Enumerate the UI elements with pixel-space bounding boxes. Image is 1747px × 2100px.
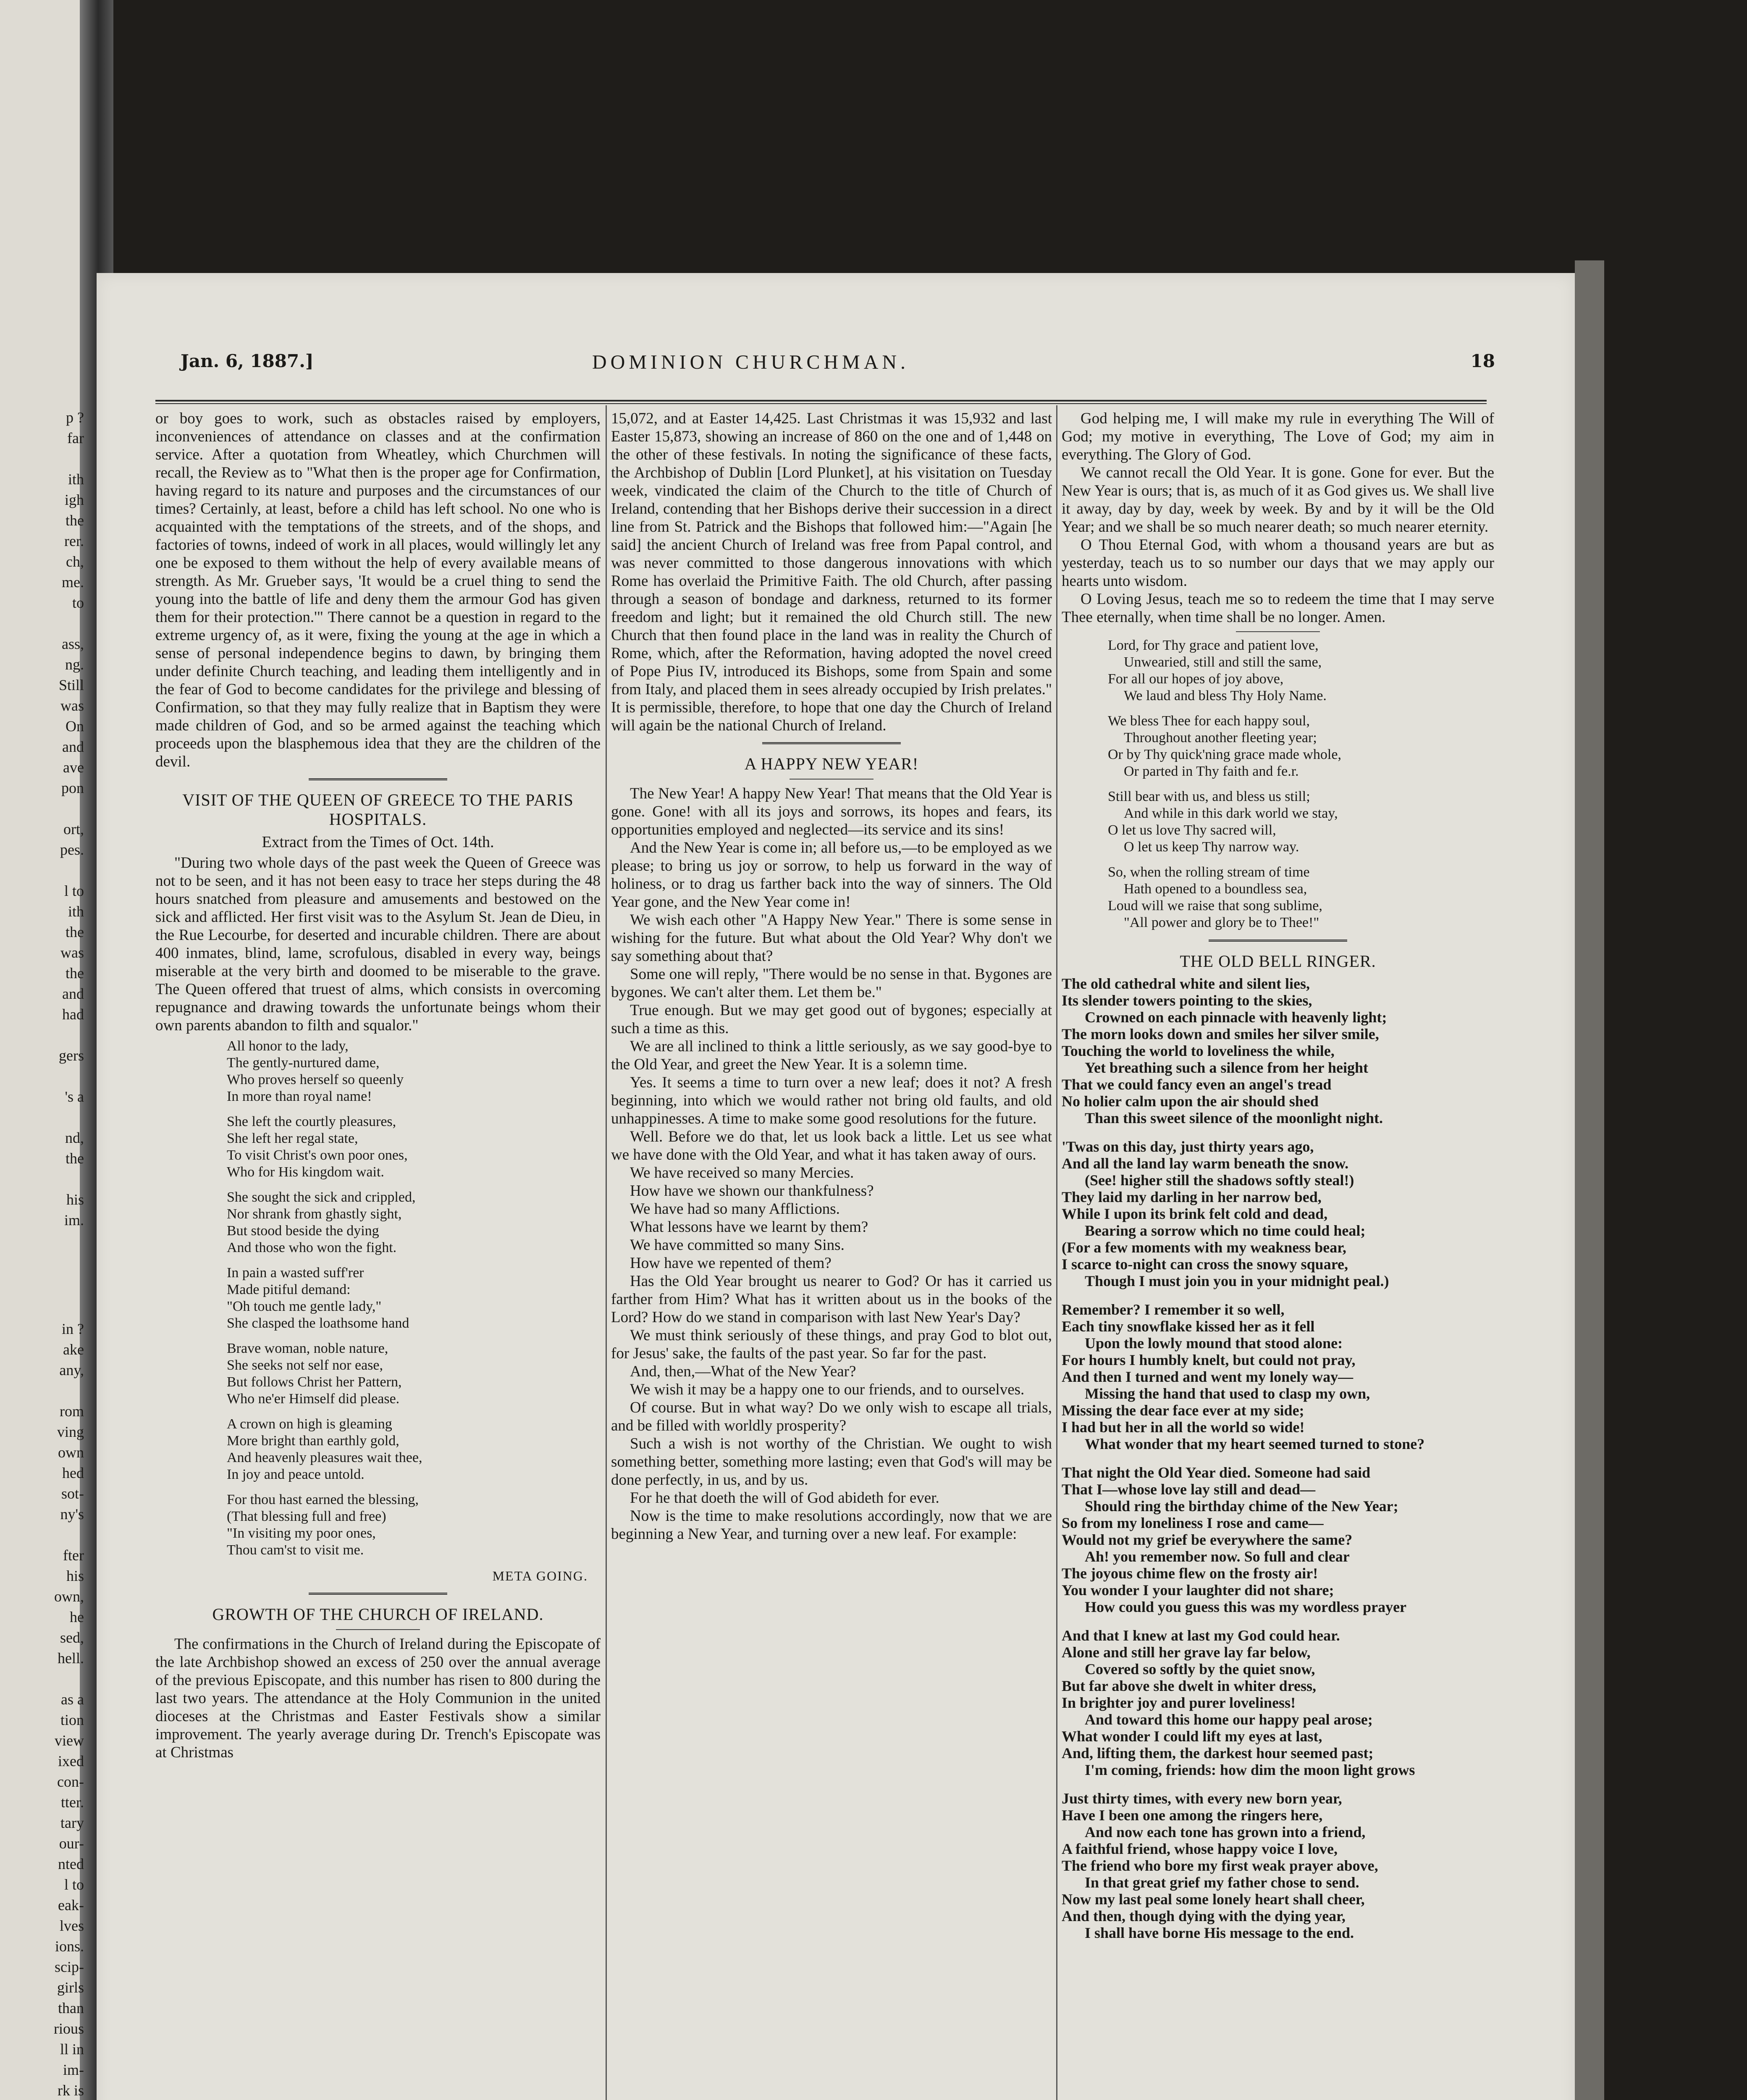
article-paragraph: And, then,—What of the New Year? [630,1363,856,1380]
fragment-line: was [60,697,84,714]
fragment-line: lves [60,1917,84,1934]
fragment-line [0,1381,84,1401]
stanza [227,1189,601,1256]
fragment-line: sot- [61,1485,84,1502]
article-heading-queen-of-greece: VISIT OF THE QUEEN OF GREECE TO THE PARIS HOSPITALS. [182,790,574,829]
article-paragraph: We wish it may be a happy one to our friends, and to ourselves. [630,1381,1025,1398]
section-rule-small [336,1629,420,1630]
article-paragraph: God helping me, I will make my rule in everything The Will of God; my motive in everything, The Love of God; my aim in everything. The Glory of God. [1062,410,1494,463]
fragment-line: than [58,2000,84,2016]
verse-line: For all our hopes of joy above, [1108,671,1284,687]
fragment-line: his [66,1567,84,1584]
stanza [227,1491,601,1559]
list-item: We have committed so many Sins. [630,1236,845,1254]
section-rule-small [790,779,874,780]
fragment-line [0,1669,84,1689]
fragment-line: he [70,1609,84,1625]
section-rule [762,742,901,747]
fragment-line: ll in [60,2041,84,2058]
verse-line: Still bear with us, and bless us still; [1108,789,1310,804]
article-paragraph: "During two whole days of the past week the Queen of Greece was not to be seen, and it has not been easy to trace her steps during the 48 hours snatched from pleasure and amusements and bestowed on the sick and afflicted. Her first visit was to the Asylum St. Jean de Dieu, in the Rue Lecourbe, for deserted and incurable children. There are about 400 inmates, blind, lame, scrofulous, disabled in every way, beings miserable at the very birth and doomed to be miserable to the grave. The Queen offered that truest of alms, which consists in overcoming repugnance and drawing towards the unfortunate beings whom their own parents abandon to filth and squalor." [155,854,601,1034]
verse-line: We laud and bless Thy Holy Name. [1124,688,1327,704]
fragment-line: our- [59,1835,84,1852]
verse-line: Its slender towers pointing to the skies, [1062,992,1312,1009]
fragment-line: far [67,430,84,446]
fragment-line: On [66,718,84,735]
verse-line: That night the Old Year died. Someone had said [1062,1464,1371,1481]
column-divider [606,405,607,2100]
fragment-line: eak- [58,1897,84,1914]
verse-line: And, lifting them, the darkest hour seemed past; [1062,1745,1374,1761]
verse-line: O let us love Thy sacred will, [1108,822,1276,838]
fragment-line: ving [57,1423,84,1440]
fragment-line: 's a [65,1088,84,1105]
verse-line: I had but her in all the world so wide! [1062,1419,1305,1436]
fragment-line: and [62,985,84,1002]
verse-line: (That blessing full and free) [227,1509,386,1524]
article-subheading: Extract from the Times of Oct. 14th. [262,833,494,851]
stanza [227,1038,601,1105]
masthead-title: DOMINION CHURCHMAN. [592,351,910,373]
verse-line: The old cathedral white and silent lies, [1062,975,1310,992]
verse-line: Upon the lowly mound that stood alone: [1085,1335,1343,1352]
verse-line: (See! higher still the shadows softly steal!) [1085,1172,1354,1189]
verse-line: And all the land lay warm beneath the snow. [1062,1155,1349,1172]
verse-line: Covered so softly by the quiet snow, [1085,1661,1315,1677]
verse-line: She clasped the loathsome hand [227,1315,409,1331]
stanza [227,1340,601,1407]
verse-line: "All power and glory be to Thee!" [1124,915,1319,930]
verse-line: Unwearied, still and still the same, [1124,654,1322,670]
article-paragraph: O Thou Eternal God, with whom a thousand years are but as yesterday, teach us to so number our days that we may apply our hearts unto wisdom. [1062,536,1494,590]
verse-line: More bright than earthly gold, [227,1433,399,1449]
verse-line: But far above she dwelt in whiter dress, [1062,1677,1317,1694]
fragment-line: scip- [55,1958,84,1975]
verse-line: All honor to the lady, [227,1038,349,1054]
verse-line: Hath opened to a boundless sea, [1124,881,1307,897]
reflection-list [630,1164,1052,1272]
fragment-line: pes. [60,841,84,858]
verse-line: In pain a wasted suff'rer [227,1265,364,1281]
article-paragraph: Has the Old Year brought us nearer to God? Or has it carried us farther from Him? What has it written about us in the books of the Lord? How do we stand in comparison with last New Year's Day? [611,1273,1052,1326]
fragment-line: view [55,1732,84,1749]
verse-line: Have I been one among the ringers here, [1062,1807,1323,1824]
page-right-edge [1575,260,1604,2100]
article-paragraph: Well. Before we do that, let us look back a little. Let us see what we have done with the Old Year, and what it has taken away of ours. [611,1128,1052,1163]
fragment-line [0,1107,84,1128]
verse-line: What wonder I could lift my eyes at last, [1062,1728,1322,1745]
fragment-line: nted [58,1856,84,1872]
verse-line: What wonder that my heart seemed turned to stone? [1085,1436,1425,1452]
fragment-line: rious [54,2020,84,2037]
section-rule [309,778,447,783]
verse-line: Throughout another fleeting year; [1124,730,1317,746]
fragment-line: to [72,594,84,611]
list-item: We have received so many Mercies. [630,1164,854,1181]
verse-line: In that great grief my father chose to send. [1085,1874,1359,1891]
verse-line: In more than royal name! [227,1089,372,1104]
article-paragraph: The confirmations in the Church of Ireland during the Episcopate of the late Archbishop showed an excess of 250 over the annual average of the previous Episcopate, and this number has risen to 800 during the last two years. The attendance at the Holy Communion in the united dioceses at the Christmas and Easter Festivals show a similar improvement. The yearly average during Dr. Trench's Episcopate was at Christmas [155,1635,601,1761]
verse-line: Touching the world to loveliness the while, [1062,1042,1335,1059]
fragment-line [0,798,84,819]
fragment-line: ith [68,903,84,920]
verse-line: The friend who bore my first weak prayer above, [1062,1857,1378,1874]
fragment-line: im. [64,1212,84,1228]
verse-line: Each tiny snowflake kissed her as it fell [1062,1318,1315,1335]
list-item: How have we repented of them? [630,1255,832,1272]
fragment-line: hed [62,1465,84,1481]
fragment-line [0,1525,84,1545]
list-item: How have we shown our thankfulness? [630,1182,874,1200]
article-heading-old-bell-ringer: THE OLD BELL RINGER. [1180,952,1376,971]
fragment-line: sed, [60,1629,84,1646]
fragment-line [0,613,84,634]
fragment-line: as a [61,1691,84,1708]
article-paragraph: For he that doeth the will of God abideth for ever. [630,1489,939,1507]
verse-line: They laid my darling in her narrow bed, [1062,1189,1322,1205]
verse-line: Brave woman, noble nature, [227,1341,388,1356]
issue-date: Jan. 6, 1887.] [181,351,314,371]
verse-line: To visit Christ's own poor ones, [227,1147,408,1163]
verse-line: Ah! you remember now. So full and clear [1085,1548,1350,1565]
poem-all-honor [227,1038,601,1559]
verse-line: I scarce to-night can cross the snowy square, [1062,1256,1348,1273]
verse-line: A faithful friend, whose happy voice I love, [1062,1840,1338,1857]
fragment-line: me. [62,574,84,591]
article-paragraph: O Loving Jesus, teach me so to redeem the time that I may serve Thee eternally, when time shall be no longer. Amen. [1062,591,1494,626]
article-paragraph: We are all inclined to think a little seriously, as we say good-bye to the Old Year, and greet the New Year. It is a solemn time. [611,1038,1052,1073]
verse-line: No holier calm upon the air should shed [1062,1093,1319,1110]
stanza [1062,1464,1494,1615]
fragment-line: l to [64,1876,84,1893]
verse-line: That I—whose love lay still and dead— [1062,1481,1316,1498]
verse-line: In brighter joy and purer loveliness! [1062,1694,1296,1711]
fragment-line: tary [60,1814,84,1831]
fragment-line: and [62,738,84,755]
fragment-line [0,1169,84,1189]
verse-line: I'm coming, friends: how dim the moon light grows [1085,1761,1415,1778]
fragment-line: tter. [61,1794,84,1811]
fragment-line: hell. [58,1650,84,1667]
list-item: We have had so many Afflictions. [630,1200,840,1218]
fragment-line: igh [64,491,84,508]
verse-line: In joy and peace untold. [227,1467,365,1482]
verse-line: And toward this home our happy peal arose; [1085,1711,1373,1728]
article-paragraph: The New Year! A happy New Year! That means that the Old Year is gone. Gone! with all its joys and sorrows, its hopes and fears, its opportunities employed and neglected—its service and its sins! [611,785,1052,838]
verse-line: And heavenly pleasures wait thee, [227,1450,422,1465]
fragment-line: own [58,1444,84,1461]
fragment-line: gers [59,1047,84,1064]
new-year-paragraphs [611,785,1052,1164]
verse-line: She seeks not self nor ease, [227,1357,383,1373]
fragment-line: pon [61,780,84,796]
hymn-lord-for-thy-grace [1108,637,1494,931]
fragment-line: ass, [62,635,84,652]
stanza [1108,713,1494,780]
stanza [1062,1790,1494,1941]
verse-line: Alone and still her grave lay far below, [1062,1644,1311,1661]
fragment-line: ave [63,759,84,776]
list-item: What lessons have we learnt by them? [630,1218,868,1236]
page-number: 18 [1470,351,1495,371]
article-paragraph: We wish each other "A Happy New Year." There is some sense in wishing for the future. But what about the Old Year? Why don't we say something about that? [611,911,1052,965]
verse-line: Now my last peal some lonely heart shall cheer, [1062,1891,1365,1908]
fragment-line: p ? [66,409,84,426]
stanza [227,1416,601,1483]
fragment-line: con- [57,1773,84,1790]
header-rule [155,400,1487,402]
section-rule [309,1593,447,1597]
fragment-line: ake [63,1341,84,1358]
verse-line: Should ring the birthday chime of the New Year; [1085,1498,1398,1515]
article-paragraph: Yes. It seems a time to turn over a new leaf; does it not? A fresh beginning, into which we would rather not bring old faults, and old unhappinesses. A time to make some good resolutions for the future. [611,1074,1052,1127]
verse-line: Than this sweet silence of the moonlight night. [1085,1110,1383,1126]
verse-line: She left the courtly pleasures, [227,1114,396,1129]
article-continuation: or boy goes to work, such as obstacles raised by employers, inconveniences of attendance on classes and at the confirmation service. After a quotation from Wheatley, which Churchmen will recall, the Review as to "What then is the proper age for Confirmation, having regard to its nature and purposes and the circumstances of our times? Certainly, at least, before a child has left school. No one who is acquainted with the temptations of the streets, and of the shops, and factories of towns, indeed of work in all places, would willingly let any one be exposed to them without the help of every available means of strength. As Mr. Grueber says, 'It would be a cruel thing to send the young into the battle of life and deny them the armour God has given them for their protection.'" There cannot be a question in regard to the extreme urgency of, as it were, fixing the young at the age in which a sense of personal independence begins to dawn, by bringing them under definite Church teaching, and leading them intelligently and in the fear of God to become candidates for the privilege and blessing of Confirmation, so that they may fully realize that in Baptism they were made children of God, and so be armed against the teaching which proceeds upon the blasphemous idea that they are the children of the devil. [155,410,601,770]
fragment-line [0,1025,84,1045]
article-continuation: 15,072, and at Easter 14,425. Last Christmas it was 15,932 and last Easter 15,873, showing an increase of 860 on the one and of 1,448 on the other of these festivals. In noting the significance of these facts, the Archbishop of Dublin [Lord Plunket], at his visitation on Tuesday week, vindicated the claim of the Church to the title of Church of Ireland, contending that her Bishops derive their succession in a direct line from St. Patrick and the Bishops that followed him:—"Again [he said] the ancient Church of Ireland was free from Papal control, and was never committed to those dangerous innovations with which Rome has overlaid the Primitive Faith. The old Church, after passing through a season of bondage and darkness, returned to its former freedom and light; but it remained the old Church still. The new Church that then found place in the land was in reality the Church of Rome, which, after the Reformation, having adopted the novel creed of Pope Pius IV, introduced its Bishops, some from Spain and some from Italy, and placed them in sees already occupied by Irish prelates." It is permissible, therefore, to hope that one day the Church of Ireland will again be the national Church of Ireland. [611,410,1052,734]
article-paragraph: Of course. But in what way? Do we only wish to escape all trials, and be filled with worldly prosperity? [611,1399,1052,1434]
fragment-line: had [62,1006,84,1023]
verse-line: For hours I humbly knelt, but could not pray, [1062,1352,1356,1368]
fragment-line: ions. [55,1938,84,1955]
verse-line: Nor shrank from ghastly sight, [227,1206,402,1222]
verse-line: Would not my grief be everywhere the same? [1062,1531,1353,1548]
verse-line: Loud will we raise that song sublime, [1108,898,1322,914]
verse-line: Made pitiful demand: [227,1282,351,1297]
fragment-line: girls [57,1979,84,1996]
fragment-line: fter [63,1547,84,1564]
verse-line: While I upon its brink felt cold and dead, [1062,1205,1328,1222]
fragment-line: rer. [64,533,84,549]
verse-line: She sought the sick and crippled, [227,1189,416,1205]
verse-line: We bless Thee for each happy soul, [1108,713,1310,729]
verse-line: But stood beside the dying [227,1223,379,1239]
stanza [1108,788,1494,856]
article-paragraph: True enough. But we may get good out of bygones; especially at such a time as this. [611,1002,1052,1037]
verse-line: And then I turned and went my lonely way— [1062,1368,1354,1385]
fragment-line: the [66,512,84,529]
verse-line: A crown on high is gleaming [227,1416,392,1432]
fragment-line: ixed [58,1753,84,1769]
fragment-line: ng. [65,656,84,673]
fragment-line: nd, [65,1129,84,1146]
verse-line: Who proves herself so queenly [227,1072,404,1087]
article-paragraph: And the New Year is come in; all before us,—to be employed as we please; to bring us joy or sorrow, to help us forward in the way of holiness, or to drag us farther back into the way of sinners. The Old Year gone, and the New Year come in! [611,839,1052,911]
verse-line: Crowned on each pinnacle with heavenly light; [1085,1009,1387,1026]
fragment-line: own, [54,1588,84,1605]
verse-line: I shall have borne His message to the end. [1085,1924,1354,1941]
stanza [1062,1301,1494,1452]
fragment-line: his [66,1191,84,1208]
fragment-line: in ? [62,1320,84,1337]
verse-line: And then, though dying with the dying year, [1062,1908,1346,1924]
stanza [1062,975,1494,1126]
stanza [1108,864,1494,931]
stanza [1108,637,1494,704]
verse-line: Just thirty times, with every new born year, [1062,1790,1342,1807]
verse-line: But follows Christ her Pattern, [227,1374,402,1390]
verse-line: Or parted in Thy faith and fe.r. [1124,764,1299,779]
verse-line: Missing the dear face ever at my side; [1062,1402,1304,1419]
article-paragraph: We cannot recall the Old Year. It is gone. Gone for ever. But the New Year is ours; that is, as much of it as God gives us. We shall live it away, day by day, week by week. By and by it will be the Old Year; and we shall be so much nearer death; so much nearer eternity. [1062,464,1494,536]
stanza [227,1113,601,1181]
section-rule [1209,940,1347,944]
article-heading-happy-new-year: A HAPPY NEW YEAR! [744,754,919,773]
fragment-line: was [60,944,84,961]
new-year-paragraphs-end [1062,410,1494,626]
verse-line: You wonder I your laughter did not share; [1062,1582,1334,1599]
article-paragraph: Now is the time to make resolutions accordingly, now that we are beginning a New Year, and turning over a new leaf. For example: [611,1507,1052,1543]
fragment-line [0,449,84,469]
section-rule-small [1236,631,1320,632]
fragment-line: ort, [63,821,84,837]
verse-line: Bearing a sorrow which no time could heal; [1085,1222,1366,1239]
article-paragraph: Some one will reply, "There would be no sense in that. Bygones are bygones. We can't alter them. Let them be." [611,966,1052,1001]
stanza [1062,1138,1494,1289]
verse-line: The morn looks down and smiles her silver smile, [1062,1026,1379,1042]
verse-line: Remember? I remember it so well, [1062,1301,1285,1318]
verse-line: Or by Thy quick'ning grace made whole, [1108,747,1341,762]
verse-line: Lord, for Thy grace and patient love, [1108,638,1319,653]
column-divider [1056,405,1057,2100]
article-paragraph: Such a wish is not worthy of the Christian. We ought to wish something better, something more lasting; even that God's will may be done perfectly, in us, and by us. [611,1435,1052,1488]
verse-line: "Oh touch me gentle lady," [227,1299,382,1314]
verse-line: And that I knew at last my God could hear. [1062,1627,1340,1644]
verse-line: And now each tone has grown into a friend, [1085,1824,1366,1840]
verse-line: The joyous chime flew on the frosty air! [1062,1565,1318,1582]
verse-line: Though I must join you in your midnight peal.) [1085,1273,1389,1289]
verse-line: So, when the rolling stream of time [1108,864,1310,880]
fragment-line [0,860,84,881]
stanza [227,1265,601,1332]
fragment-line [0,1066,84,1087]
facing-page-text-fragment [0,407,84,1231]
new-year-paragraphs-cont [611,1272,1052,1543]
header-rule-thin [155,403,1487,404]
verse-line: She left her regal state, [227,1131,358,1146]
fragment-line: ch, [66,553,84,570]
verse-line: The gently-nurtured dame, [227,1055,380,1071]
verse-line: Yet breathing such a silence from her height [1085,1059,1368,1076]
fragment-line: ny's [60,1506,84,1522]
verse-line: Thou cam'st to visit me. [227,1542,364,1558]
fragment-line: the [66,1150,84,1167]
verse-line: How could you guess this was my wordless prayer [1085,1599,1407,1615]
running-header [181,351,1495,376]
fragment-line: any, [59,1362,84,1378]
verse-line: So from my loneliness I rose and came— [1062,1515,1324,1531]
verse-line: That we could fancy even an angel's tread [1062,1076,1332,1093]
verse-line: "In visiting my poor ones, [227,1525,376,1541]
verse-line: 'Twas on this day, just thirty years ago, [1062,1138,1314,1155]
fragment-line: l to [64,882,84,899]
column-1 [155,410,601,1761]
column-3 [1062,410,1494,1953]
fragment-line: Still [58,677,84,693]
verse-line: Missing the hand that used to clasp my own, [1085,1385,1370,1402]
verse-line: O let us keep Thy narrow way. [1124,839,1299,855]
stanza [1062,1627,1494,1778]
fragment-line: rom [60,1403,84,1420]
fragment-line: tion [60,1712,84,1728]
verse-line: For thou hast earned the blessing, [227,1492,419,1507]
facing-page-text-fragment-lower [0,1319,84,2100]
fragment-line: im- [63,2061,84,2078]
article-heading-church-of-ireland: GROWTH OF THE CHURCH OF IRELAND. [212,1605,544,1624]
column-2 [611,410,1052,1543]
fragment-line: the [66,924,84,940]
verse-line: Who ne'er Himself did please. [227,1391,400,1407]
fragment-line: ith [68,471,84,488]
verse-line: (For a few moments with my weakness bear, [1062,1239,1346,1256]
verse-line: And those who won the fight. [227,1240,397,1255]
poem-signature: META GOING. [492,1568,588,1583]
verse-line: Who for His kingdom wait. [227,1164,384,1180]
fragment-line: the [66,965,84,982]
poem-old-bell-ringer [1062,975,1494,1941]
verse-line: And while in this dark world we stay, [1124,806,1338,821]
article-paragraph: We must think seriously of these things, and pray God to blot out, for Jesus' sake, the faults of the past year. So far for the past. [611,1327,1052,1362]
fragment-line: rk is [58,2082,84,2099]
